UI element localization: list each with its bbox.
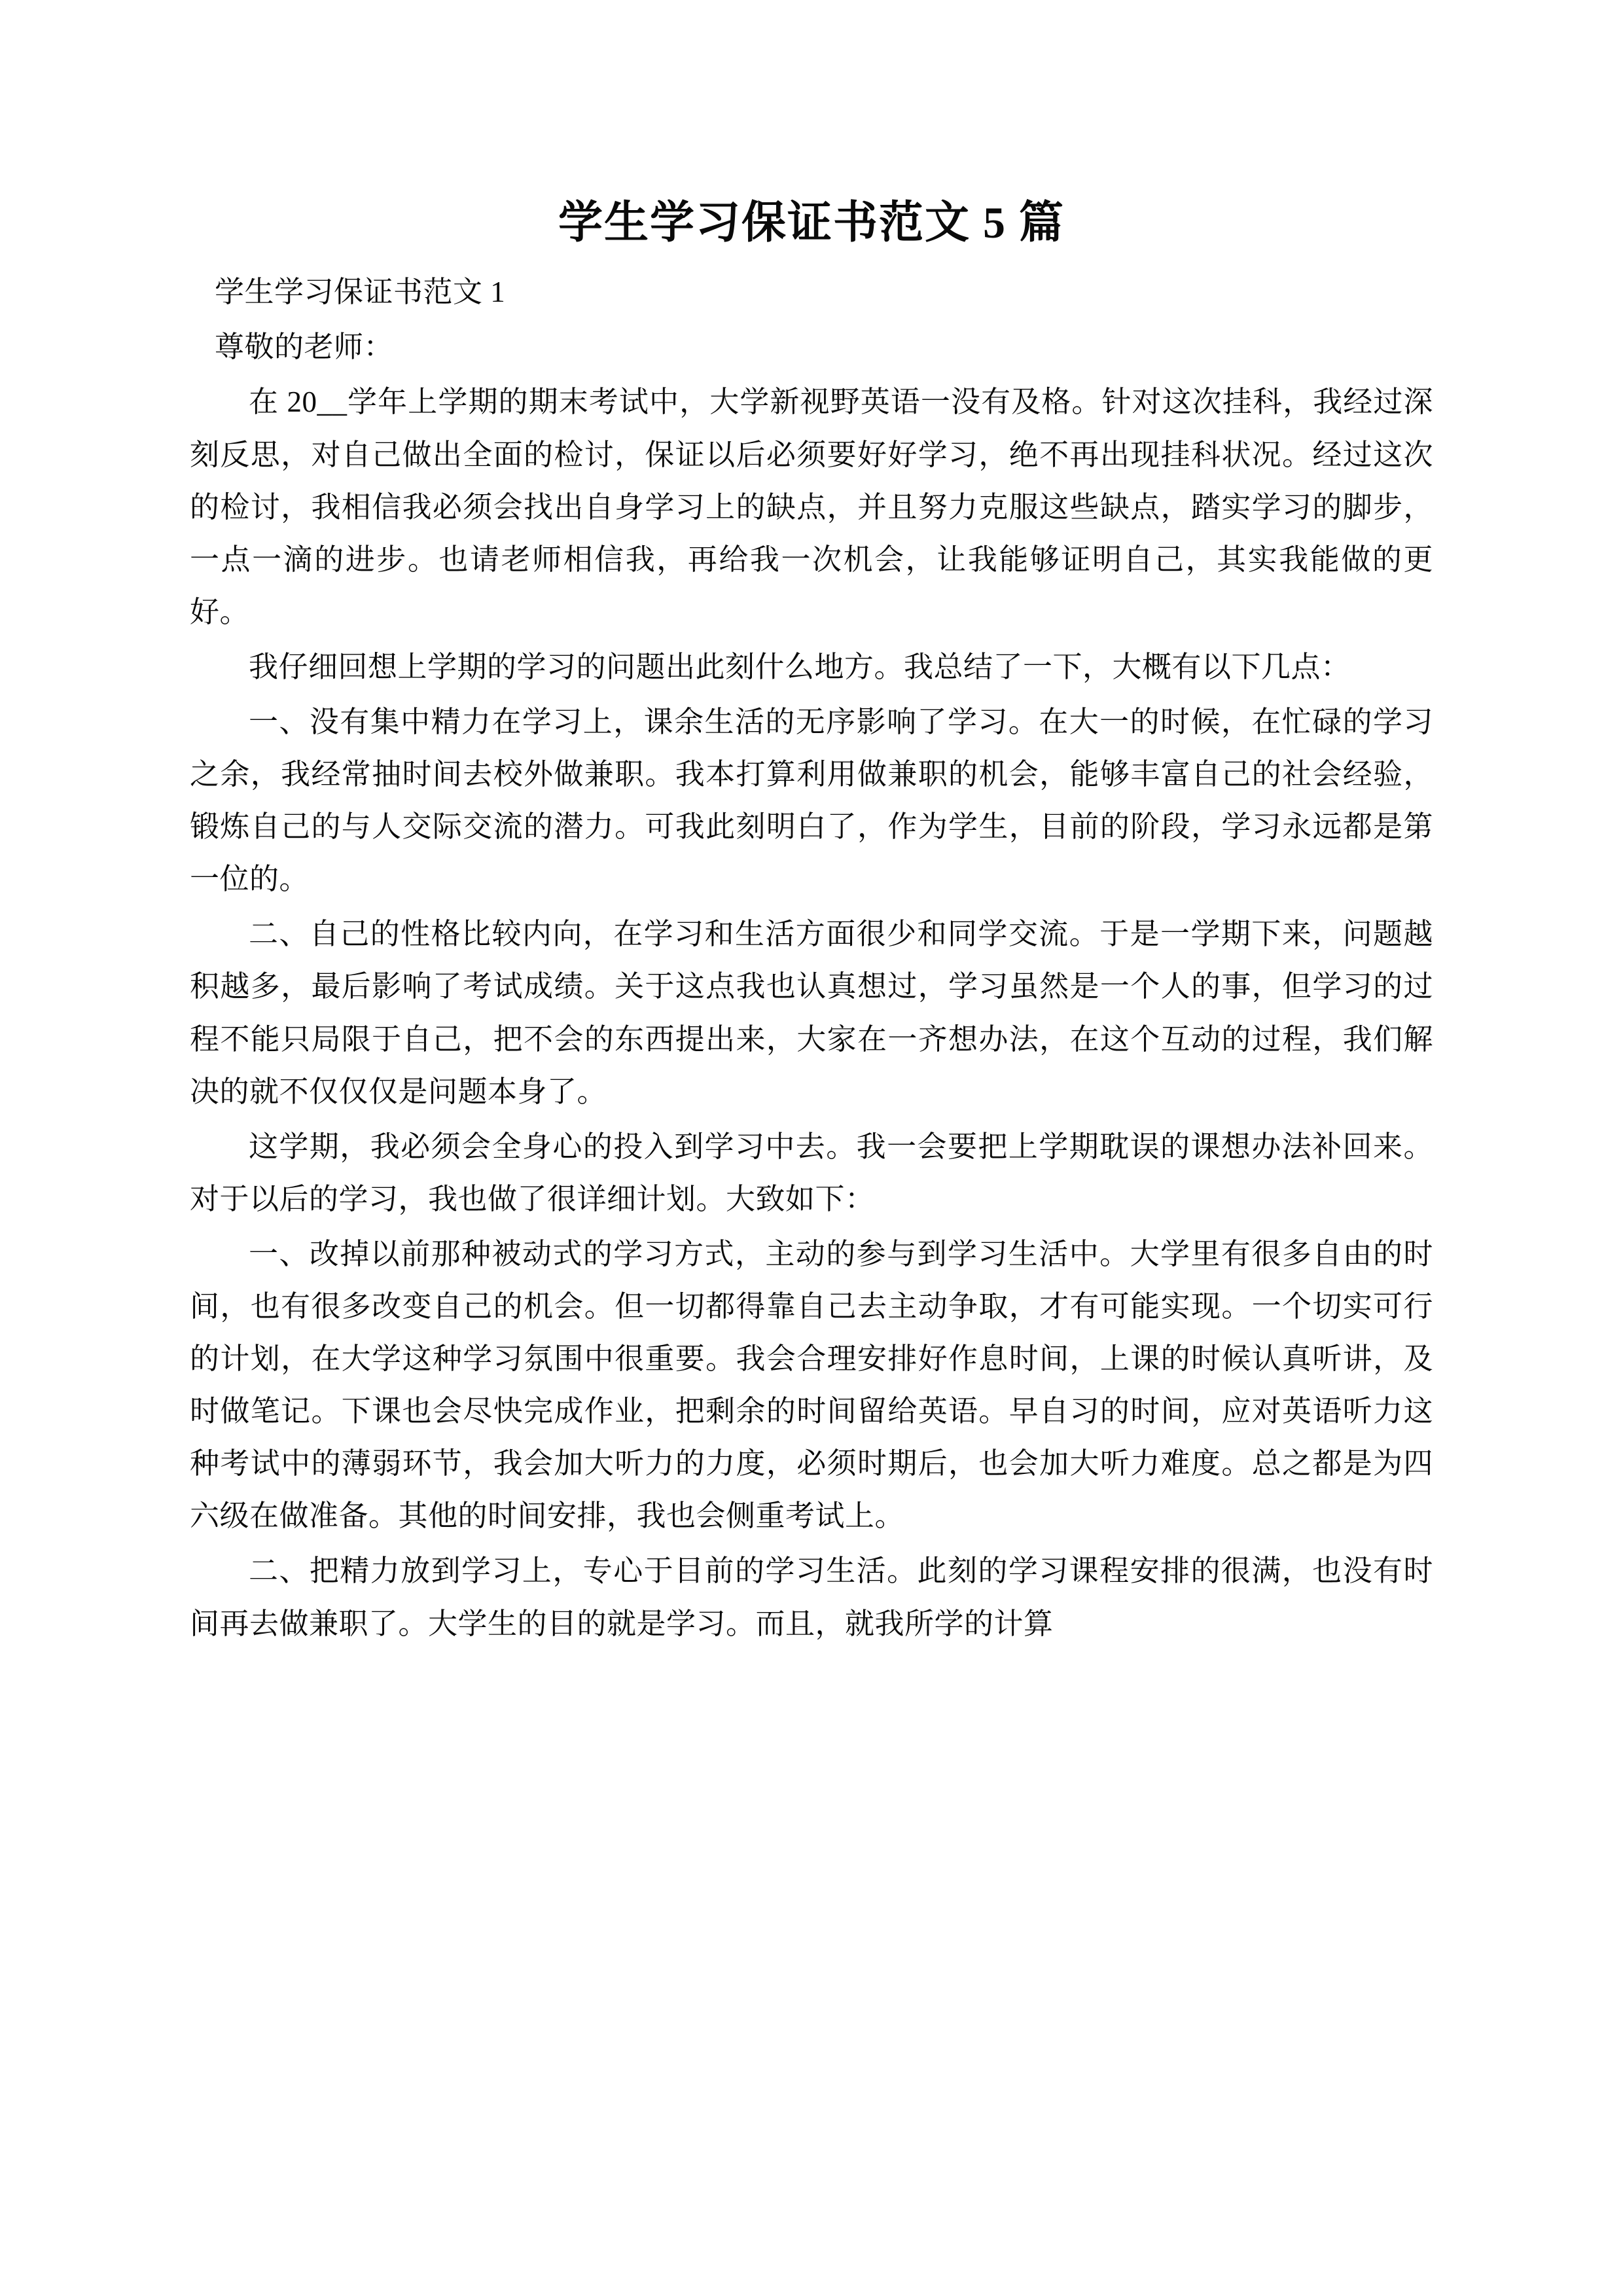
- body-paragraph-3: 一、没有集中精力在学习上，课余生活的无序影响了学习。在大一的时候，在忙碌的学习之余，我经常抽时间去校外做兼职。我本打算利用做兼职的机会，能够丰富自己的社会经验，锻炼自己的与人交际交流的潜力。可我此刻明白了，作为学生，目前的阶段，学习永远都是第一位的。: [190, 705, 1433, 896]
- document-body: [190, 266, 1433, 1649]
- body-paragraph-1: 在 20__学年上学期的期末考试中，大学新视野英语一没有及格。针对这次挂科，我经过深刻反思，对自己做出全面的检讨，保证以后必须要好好学习，绝不再出现挂科状况。经过这次的检讨，我相信我必须会找出自身学习上的缺点，并且努力克服这些缺点，踏实学习的脚步，一点一滴的进步。也请老师相信我，再给我一次机会，让我能够证明自己，其实我能做的更好。: [190, 386, 1433, 628]
- page-title: 学生学习保证书范文 5 篇: [558, 198, 1065, 247]
- body-paragraph-6: 一、改掉以前那种被动式的学习方式，主动的参与到学习生活中。大学里有很多自由的时间，也有很多改变自己的机会。但一切都得靠自己去主动争取，才有可能实现。一个切实可行的计划，在大学这种学习氛围中很重要。我会合理安排好作息时间，上课的时候认真听讲，及时做笔记。下课也会尽快完成作业，把剩余的时间留给英语。早自习的时间，应对英语听力这种考试中的薄弱环节，我会加大听力的力度，必须时期后，也会加大听力难度。总之都是为四六级在做准备。其他的时间安排，我也会侧重考试上。: [190, 1237, 1433, 1533]
- section-subheading: 学生学习保证书范文 1: [215, 276, 506, 309]
- body-paragraph-2: 我仔细回想上学期的学习的问题出此刻什么地方。我总结了一下，大概有以下几点：: [249, 650, 1351, 683]
- body-paragraph-7: 二、把精力放到学习上，专心于目前的学习生活。此刻的学习课程安排的很满，也没有时间再去做兼职了。大学生的目的就是学习。而且，就我所学的计算: [190, 1554, 1433, 1640]
- body-paragraph-5: 这学期，我必须会全身心的投入到学习中去。我一会要把上学期耽误的课想办法补回来。对于以后的学习，我也做了很详细计划。大致如下：: [190, 1130, 1433, 1215]
- body-paragraph-4: 二、自己的性格比较内向，在学习和生活方面很少和同学交流。于是一学期下来，问题越积越多，最后影响了考试成绩。关于这点我也认真想过，学习虽然是一个人的事，但学习的过程不能只局限于自己，把不会的东西提出来，大家在一齐想办法，在这个互动的过程，我们解决的就不仅仅仅是问题本身了。: [190, 918, 1433, 1108]
- salutation-line: 尊敬的老师：: [215, 331, 394, 364]
